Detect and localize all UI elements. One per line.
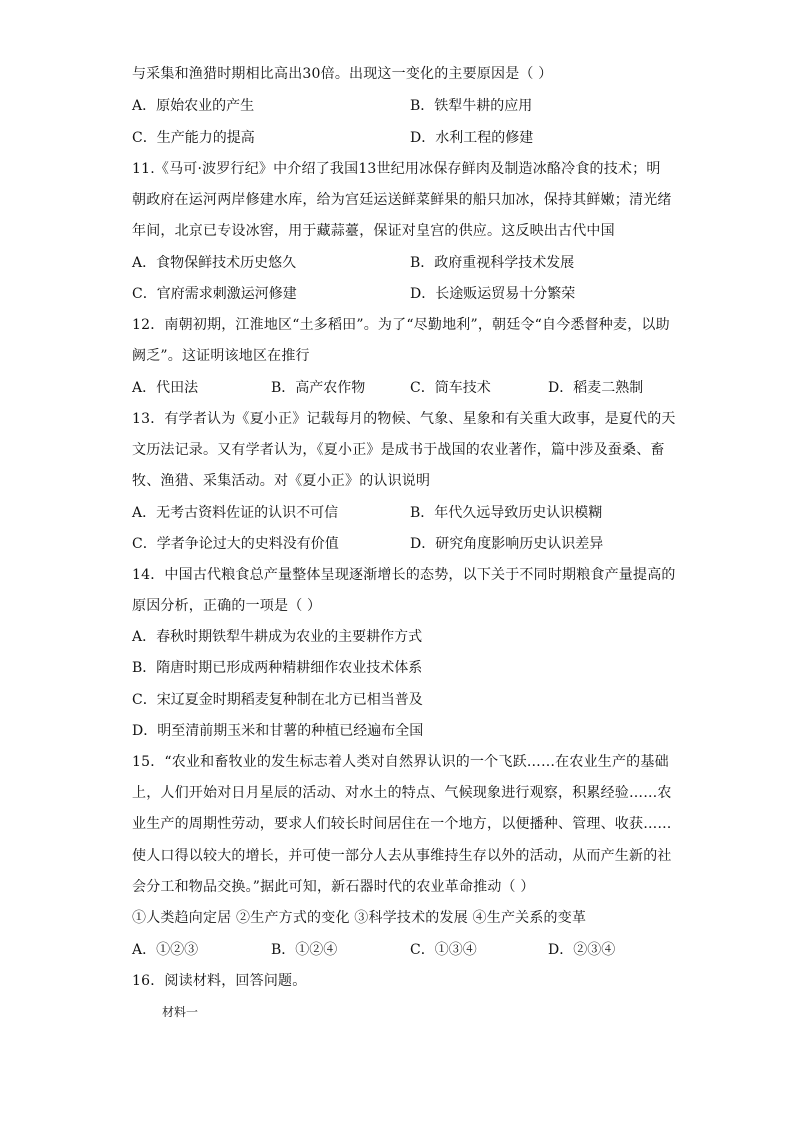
q13-stem-line-1: 13．有学者认为《夏小正》记载每月的物候、气象、星象和有关重大政事，是夏代的天 <box>132 411 676 427</box>
q12-option-a: A．代田法 <box>132 380 199 396</box>
q10-option-b: B．铁犁牛耕的应用 <box>410 98 533 114</box>
q12-stem-line-1: 12．南朝初期，江淮地区“土多稻田”。为了“尽勤地利”，朝廷令“自今悉督种麦，以助 <box>132 317 670 333</box>
q15-option-b: B．①②④ <box>271 942 338 958</box>
q10-option-d: D．水利工程的修建 <box>410 130 534 146</box>
q11-stem-line-3: 年间，北京已专设冰窖，用于藏蒜薹，保证对皇宫的供应。这反映出古代中国 <box>132 223 615 239</box>
q14-option-c: C．宋辽夏金时期稻麦复种制在北方已相当普及 <box>132 692 423 708</box>
q14-option-d: D．明至清前期玉米和甘薯的种植已经遍布全国 <box>132 723 424 739</box>
q12-option-b: B．高产农作物 <box>271 380 366 396</box>
q12-option-d: D．稻麦二熟制 <box>548 380 644 396</box>
q15-option-d: D．②③④ <box>548 942 616 958</box>
q11-option-c: C．官府需求刺激运河修建 <box>132 286 297 302</box>
q14-stem-line-1: 14．中国古代粮食总产量整体呈现逐渐增长的态势，以下关于不同时期粮食产量提高的 <box>132 567 676 583</box>
q13-option-b: B．年代久远导致历史认识模糊 <box>410 505 603 521</box>
q16-stem-line-1: 16．阅读材料，回答问题。 <box>132 973 307 989</box>
q13-stem-line-3: 牧、渔猎、采集活动。对《夏小正》的认识说明 <box>132 473 431 489</box>
q13-stem-line-2: 文历法记录。又有学者认为，《夏小正》是成书于战国的农业著作，篇中涉及蚕桑、畜 <box>132 442 665 458</box>
q11-option-b: B．政府重视科学技术发展 <box>410 255 575 271</box>
q14-stem-line-2: 原因分析，正确的一项是（ ） <box>132 598 322 614</box>
q11-option-a: A．食物保鲜技术历史悠久 <box>132 255 297 271</box>
q13-option-a: A．无考古资料佐证的认识不可信 <box>132 505 339 521</box>
q15-stem-line-5: 会分工和物品交换。”据此可知，新石器时代的农业革命推动（ ） <box>132 879 535 895</box>
q14-option-b: B．隋唐时期已形成两种精耕细作农业技术体系 <box>132 660 423 676</box>
q12-stem-line-2: 阙乏”。这证明该地区在推行 <box>132 348 310 364</box>
q15-option-a: A．①②③ <box>132 942 199 958</box>
q16-material-label: 材料一 <box>162 1005 199 1019</box>
q10-stem-line-1: 与采集和渔猎时期相比高出30倍。出现这一变化的主要原因是（ ） <box>132 66 553 82</box>
q13-option-d: D．研究角度影响历史认识差异 <box>410 536 604 552</box>
q15-stem-line-2: 上，人们开始对日月星辰的活动、对水土的特点、气候现象进行观察，积累经验……农 <box>132 785 672 801</box>
q15-stem-line-3: 业生产的周期性劳动，要求人们较长时间居住在一个地方，以便播种、管理、收获…… <box>132 816 672 832</box>
q15-statements: ①人类趋向定居 ②生产方式的变化 ③科学技术的发展 ④生产关系的变革 <box>132 910 587 926</box>
q11-option-d: D．长途贩运贸易十分繁荣 <box>410 286 576 302</box>
q14-option-a: A．春秋时期铁犁牛耕成为农业的主要耕作方式 <box>132 629 423 645</box>
q12-option-c: C．筒车技术 <box>410 380 491 396</box>
q10-option-a: A．原始农业的产生 <box>132 98 255 114</box>
q15-option-c: C．①③④ <box>410 942 477 958</box>
q11-stem-line-1: 11.《马可·波罗行纪》中介绍了我国13世纪用冰保存鲜肉及制造冰酪冷食的技术；明 <box>132 161 661 177</box>
q15-stem-line-4: 使人口得以较大的增长，并可使一部分人去从事维持生存以外的活动，从而产生新的社 <box>132 848 672 864</box>
q11-stem-line-2: 朝政府在运河两岸修建水库，给为宫廷运送鲜菜鲜果的船只加冰，保持其鲜嫩；清光绪 <box>132 192 672 208</box>
q15-stem-line-1: 15．“农业和畜牧业的发生标志着人类对自然界认识的一个飞跃……在农业生产的基础 <box>132 754 669 770</box>
q13-option-c: C．学者争论过大的史料没有价值 <box>132 536 339 552</box>
q10-option-c: C．生产能力的提高 <box>132 130 255 146</box>
